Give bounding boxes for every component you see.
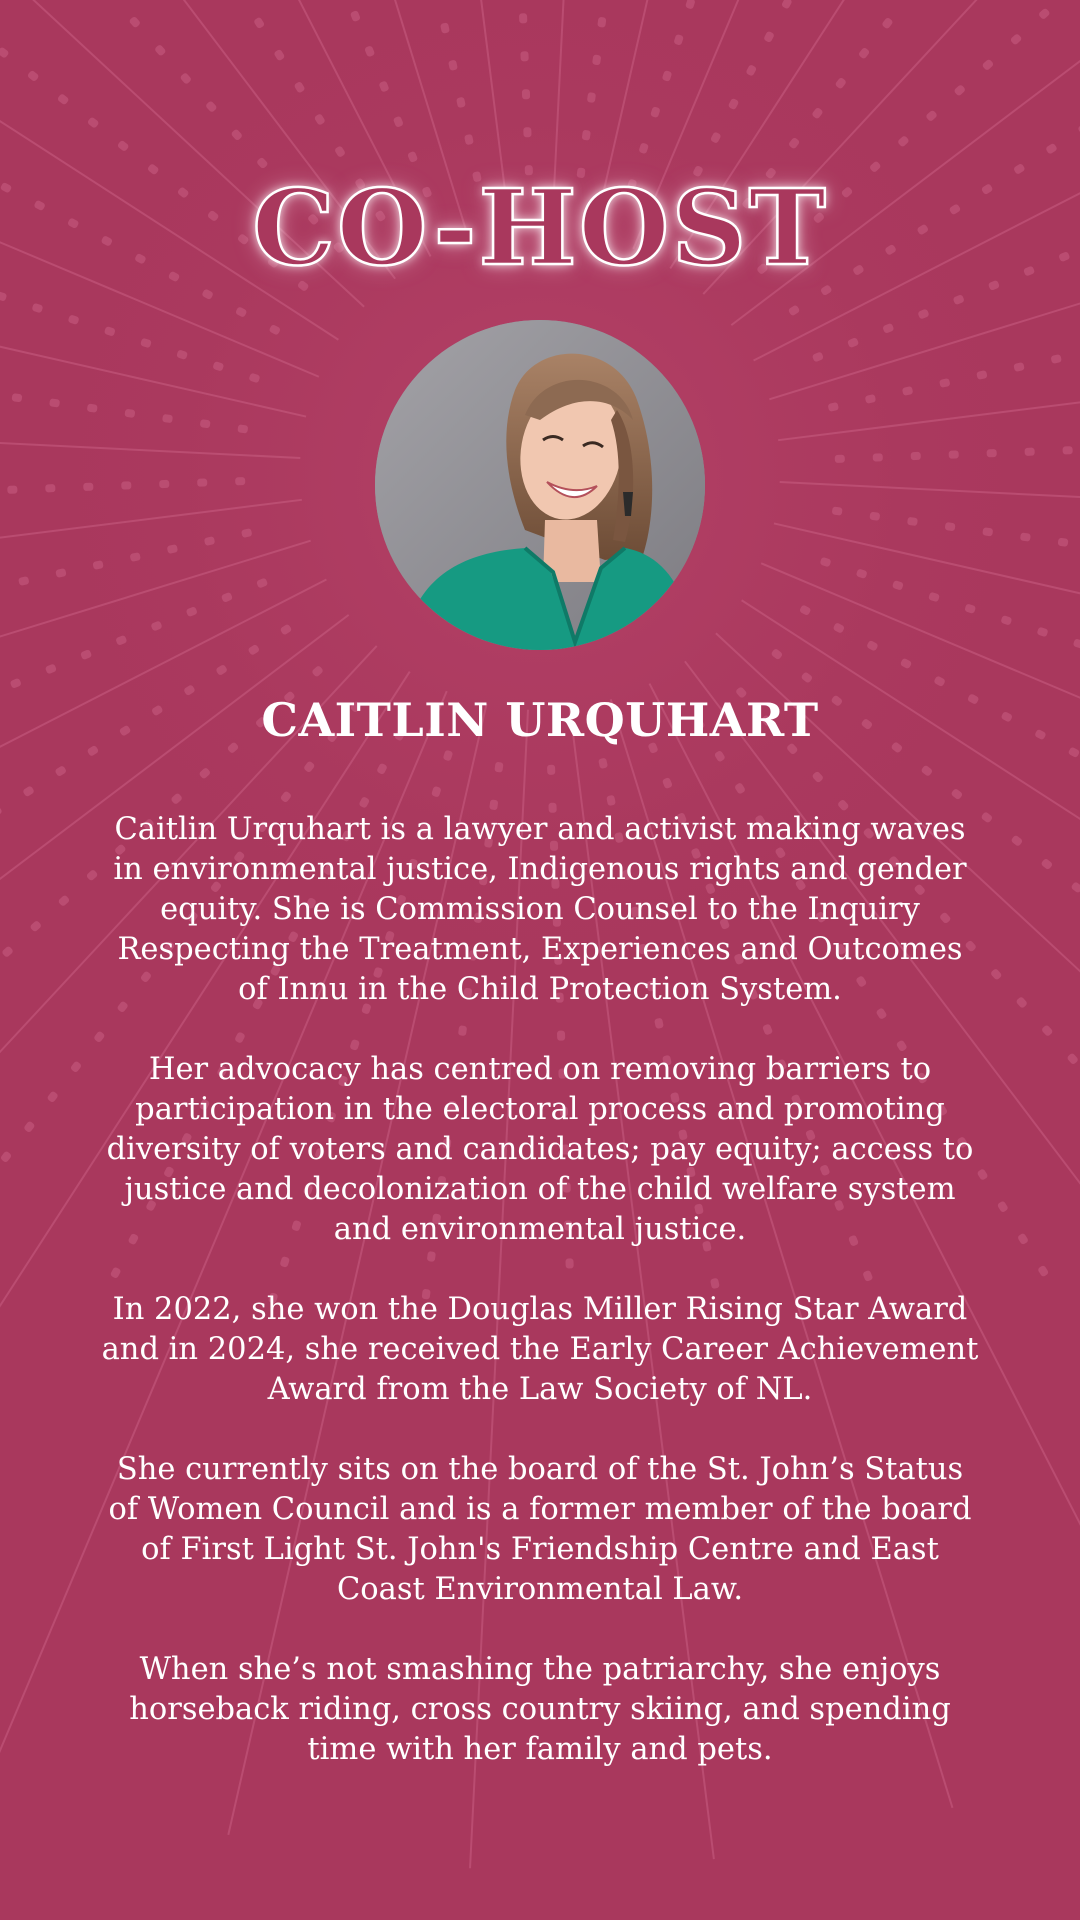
cohost-heading: CO-HOST <box>252 166 828 289</box>
bio-paragraph-4: She currently sits on the board of the St. John’s Status of Women Council and is a former member of the board of First Light St. John's Friendship Centre and East Coast Environmental Law. <box>108 1452 972 1607</box>
bio-paragraph-5: When she’s not smashing the patriarchy, she enjoys horseback riding, cross country skiing, and spending time with her family and pets. <box>129 1652 951 1767</box>
bio-paragraph-2: Her advocacy has centred on removing barriers to participation in the electoral process and promoting diversity of voters and candidates; pay equity; access to justice and decolonization of the child welfare system and environmental justice. <box>106 1052 974 1247</box>
bio-section <box>100 810 980 1810</box>
portrait-photo <box>375 320 705 650</box>
portrait-illustration <box>375 320 705 650</box>
bio-paragraph-1: Caitlin Urquhart is a lawyer and activist making waves in environmental justice, Indigenous rights and gender equity. She is Commission Counsel to the Inquiry Respecting the Treatment, Experiences and Outcomes of Innu in the Child Protection System. <box>113 812 967 1007</box>
cohost-name: CAITLIN URQUHART <box>261 693 819 747</box>
bio-paragraph-3: In 2022, she won the Douglas Miller Rising Star Award and in 2024, she received the Early Career Achievement Award from the Law Society of NL. <box>101 1292 979 1407</box>
